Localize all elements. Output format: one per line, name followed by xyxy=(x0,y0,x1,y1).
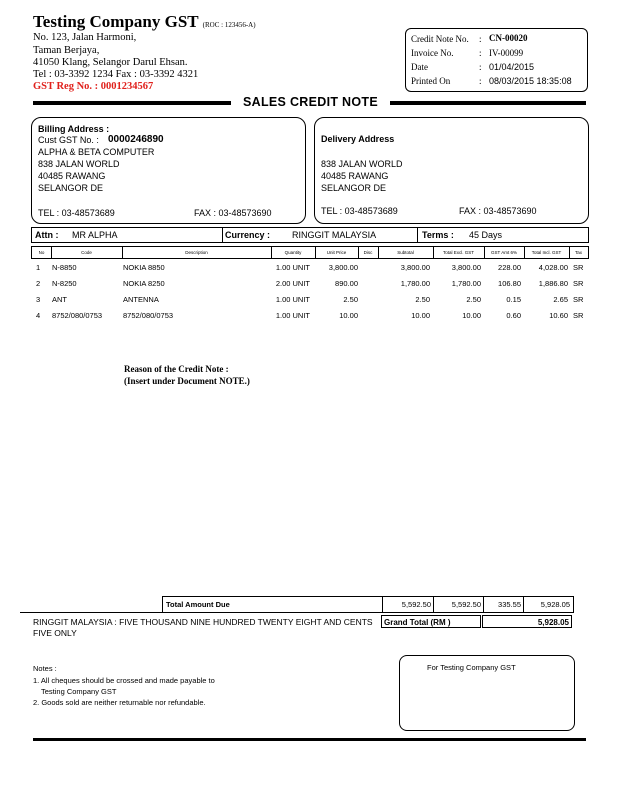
cell-code: N-8850 xyxy=(52,263,77,272)
col-header-disc: Disc xyxy=(363,250,373,255)
printed-on-value: 08/03/2015 18:35:08 xyxy=(489,76,572,86)
cell-code: 8752/080/0753 xyxy=(52,311,103,320)
cell-code: ANT xyxy=(52,295,67,304)
notes-heading: Notes : xyxy=(33,664,57,673)
col-header-subtotal: Subtotal xyxy=(397,250,414,255)
total-amount-due-label: Total Amount Due xyxy=(166,600,230,609)
attn-value: MR ALPHA xyxy=(72,230,118,240)
company-roc: (ROC : 123456-A) xyxy=(202,21,256,29)
info-colon: : xyxy=(479,76,482,86)
signature-label: For Testing Company GST xyxy=(427,663,516,672)
currency-value: RINGGIT MALAYSIA xyxy=(292,230,377,240)
note-line-2: Testing Company GST xyxy=(41,687,117,696)
total-excl-gst: 5,592.50 xyxy=(451,600,481,609)
note-line-1: 1. All cheques should be crossed and made payable to xyxy=(33,676,215,685)
col-header-description: Description xyxy=(185,250,208,255)
grand-total-value: 5,928.05 xyxy=(482,615,572,628)
cell-no: 4 xyxy=(36,311,41,320)
cell-total-excl-gst: 1,780.00 xyxy=(451,279,481,288)
col-header-quantity: Quantity xyxy=(284,250,302,255)
cell-tax: SR xyxy=(573,295,584,304)
attn-label: Attn : xyxy=(35,230,59,240)
document-info-box xyxy=(405,28,588,92)
col-header-total-incl-gst: Total Incl. GST xyxy=(531,250,562,255)
cell-gst-amt: 106.80 xyxy=(498,279,521,288)
cell-gst-amt: 0.15 xyxy=(506,295,521,304)
company-address-line-1: No. 123, Jalan Harmoni, xyxy=(33,32,137,43)
cell-total-incl-gst: 2.65 xyxy=(553,295,568,304)
attn-row xyxy=(31,227,589,243)
cell-unit-price: 3,800.00 xyxy=(328,263,358,272)
total-amount-due-row xyxy=(162,596,574,613)
cell-description: ANTENNA xyxy=(123,295,159,304)
billing-line-2: 838 JALAN WORLD xyxy=(38,159,120,169)
delivery-line-3: SELANGOR DE xyxy=(321,183,387,193)
info-colon: : xyxy=(479,48,482,58)
delivery-line-1: 838 JALAN WORLD xyxy=(321,159,403,169)
cell-total-incl-gst: 4,028.00 xyxy=(538,263,568,272)
document-title: SALES CREDIT NOTE xyxy=(243,95,378,109)
delivery-line-2: 40485 RAWANG xyxy=(321,171,389,181)
total-subtotal: 5,592.50 xyxy=(401,600,431,609)
cell-no: 2 xyxy=(36,279,41,288)
company-name xyxy=(33,12,256,32)
date-label: Date xyxy=(411,62,428,72)
delivery-tel: TEL : 03-48573689 xyxy=(321,206,398,216)
reason-instruction: (Insert under Document NOTE.) xyxy=(124,376,250,386)
cell-total-incl-gst: 1,886.80 xyxy=(538,279,568,288)
cell-unit-price: 10.00 xyxy=(339,311,358,320)
cell-total-excl-gst: 3,800.00 xyxy=(451,263,481,272)
col-header-tax: Tax xyxy=(574,250,582,255)
cell-description: NOKIA 8850 xyxy=(123,263,165,272)
billing-address-box xyxy=(31,117,306,224)
terms-value: 45 Days xyxy=(469,230,503,240)
billing-line-1: ALPHA & BETA COMPUTER xyxy=(38,147,155,157)
cust-gst-value: 0000246890 xyxy=(108,134,164,145)
billing-heading: Billing Address : xyxy=(38,124,110,134)
col-header-unit-price: Unit Price xyxy=(326,250,347,255)
cust-gst-label: Cust GST No. : xyxy=(38,135,99,145)
cell-total-excl-gst: 2.50 xyxy=(466,295,481,304)
cell-subtotal: 2.50 xyxy=(415,295,430,304)
billing-fax: FAX : 03-48573690 xyxy=(194,208,272,218)
terms-label: Terms : xyxy=(422,230,454,240)
info-colon: : xyxy=(479,34,482,44)
billing-tel: TEL : 03-48573689 xyxy=(38,208,115,218)
total-divider xyxy=(483,597,484,612)
signature-box xyxy=(399,655,575,731)
cell-description: NOKIA 8250 xyxy=(123,279,165,288)
cell-unit-price: 2.50 xyxy=(343,295,358,304)
cell-tax: SR xyxy=(573,263,584,272)
credit-note-no-value: CN-00020 xyxy=(489,33,528,43)
amount-in-words: RINGGIT MALAYSIA : FIVE THOUSAND NINE HUNDRED TWENTY EIGHT AND CENTS FIVE ONLY xyxy=(33,617,373,638)
attn-divider xyxy=(222,228,223,242)
cell-subtotal: 3,800.00 xyxy=(400,263,430,272)
cell-quantity: 1.00 UNIT xyxy=(275,263,310,272)
delivery-fax: FAX : 03-48573690 xyxy=(459,206,537,216)
cell-description: 8752/080/0753 xyxy=(123,311,174,320)
total-gst: 335.55 xyxy=(498,600,521,609)
delivery-heading: Delivery Address xyxy=(321,134,395,144)
title-rule-left xyxy=(33,101,231,105)
total-divider xyxy=(523,597,524,612)
col-header-no: No xyxy=(38,250,45,255)
company-address-line-2: Taman Berjaya, xyxy=(33,45,100,56)
items-table-header xyxy=(31,246,589,259)
totals-rule xyxy=(20,612,572,613)
cell-code: N-8250 xyxy=(52,279,77,288)
col-header-code: Code xyxy=(81,250,92,255)
title-rule-right xyxy=(390,101,586,105)
company-address-line-3: 41050 Klang, Selangor Darul Ehsan. xyxy=(33,57,188,68)
billing-line-4: SELANGOR DE xyxy=(38,183,104,193)
company-name-text: Testing Company GST xyxy=(33,12,199,31)
bottom-rule xyxy=(33,738,586,741)
invoice-no-value: IV-00099 xyxy=(489,48,524,58)
cell-subtotal: 1,780.00 xyxy=(400,279,430,288)
cell-gst-amt: 0.60 xyxy=(506,311,521,320)
delivery-address-box xyxy=(314,117,589,224)
info-colon: : xyxy=(479,62,482,72)
grand-total-label: Grand Total (RM ) xyxy=(381,615,481,628)
col-header-total-excl-gst: Total Excl. GST xyxy=(442,250,474,255)
col-header-gst-amt: GST Amt 6% xyxy=(491,250,517,255)
reason-heading: Reason of the Credit Note : xyxy=(124,364,229,374)
company-phone-fax: Tel : 03-3392 1234 Fax : 03-3392 4321 xyxy=(33,69,199,80)
cell-quantity: 1.00 UNIT xyxy=(275,295,310,304)
company-gst-reg: GST Reg No. : 0001234567 xyxy=(33,81,154,92)
printed-on-label: Printed On xyxy=(411,76,451,86)
cell-subtotal: 10.00 xyxy=(411,311,430,320)
total-divider xyxy=(382,597,383,612)
invoice-no-label: Invoice No. xyxy=(411,48,454,58)
cell-tax: SR xyxy=(573,311,584,320)
attn-divider xyxy=(417,228,418,242)
cell-quantity: 2.00 UNIT xyxy=(275,279,310,288)
note-line-3: 2. Goods sold are neither returnable nor refundable. xyxy=(33,698,206,707)
billing-line-3: 40485 RAWANG xyxy=(38,171,106,181)
cell-total-excl-gst: 10.00 xyxy=(462,311,481,320)
cell-total-incl-gst: 10.60 xyxy=(549,311,568,320)
cell-unit-price: 890.00 xyxy=(335,279,358,288)
currency-label: Currency : xyxy=(225,230,271,240)
date-value: 01/04/2015 xyxy=(489,62,535,72)
cell-quantity: 1.00 UNIT xyxy=(275,311,310,320)
cell-no: 1 xyxy=(36,263,41,272)
total-incl-gst: 5,928.05 xyxy=(540,600,570,609)
credit-note-no-label: Credit Note No. xyxy=(411,34,469,44)
cell-tax: SR xyxy=(573,279,584,288)
total-divider xyxy=(433,597,434,612)
cell-no: 3 xyxy=(36,295,41,304)
cell-gst-amt: 228.00 xyxy=(498,263,521,272)
